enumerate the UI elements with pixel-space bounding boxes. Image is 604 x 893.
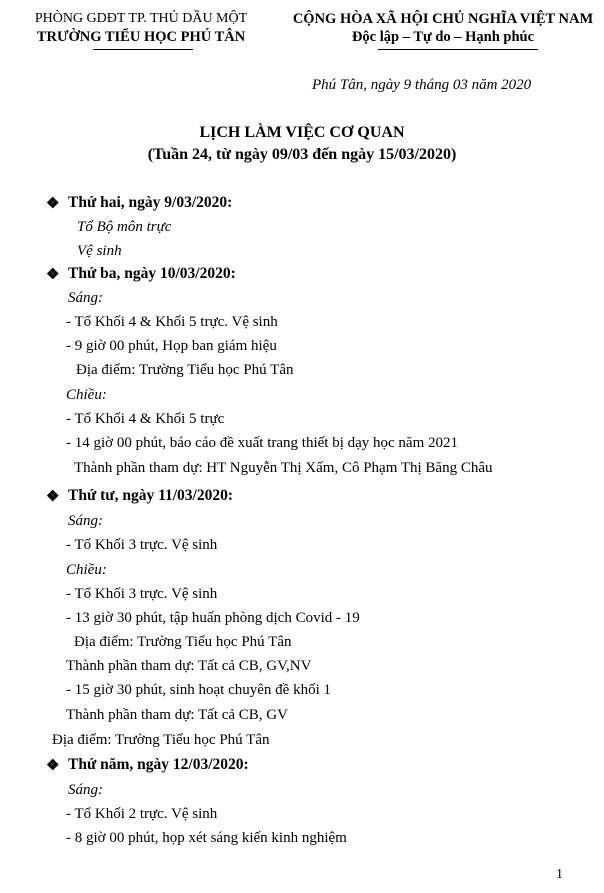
bullet-icon: ❖	[46, 267, 60, 283]
tuesday-afternoon-label: Chiều:	[66, 387, 107, 403]
wednesday-afternoon-label: Chiều:	[66, 562, 107, 578]
bullet-icon: ❖	[46, 758, 60, 774]
wednesday-afternoon-item: - 15 giờ 30 phút, sinh hoạt chuyên đề khối 1	[66, 682, 331, 698]
page-number: 1	[556, 867, 563, 882]
bullet-icon: ❖	[46, 489, 60, 505]
tuesday-morning-item: Địa điểm: Trường Tiểu học Phú Tân	[76, 362, 294, 378]
page-title: LỊCH LÀM VIỆC CƠ QUAN	[199, 124, 405, 141]
wednesday-afternoon-item: Địa điểm: Trường Tiểu học Phú Tân	[74, 634, 292, 650]
tuesday-heading: Thứ ba, ngày 10/03/2020:	[68, 265, 236, 282]
tuesday-afternoon-item: Thành phần tham dự: HT Nguyễn Thị Xấm, Cô Phạm Thị Băng Châu	[74, 460, 493, 476]
wednesday-afternoon-item: Thành phần tham dự: Tất cả CB, GV	[66, 707, 288, 723]
wednesday-afternoon-item: - Tổ Khối 3 trực. Vệ sinh	[66, 586, 218, 602]
tuesday-afternoon-item: - 14 giờ 00 phút, báo cáo đề xuất trang thiết bị dạy học năm 2021	[66, 435, 459, 451]
wednesday-heading: Thứ tư, ngày 11/03/2020:	[68, 487, 234, 504]
bullet-icon: ❖	[46, 196, 60, 212]
country-name: CỘNG HÒA XÃ HỘI CHỦ NGHĨA VIỆT NAM	[292, 11, 594, 27]
tuesday-afternoon-item: - Tổ Khối 4 & Khối 5 trực	[66, 411, 225, 427]
wednesday-morning-item: - Tổ Khối 3 trực. Vệ sinh	[66, 537, 218, 553]
motto-underline	[378, 49, 538, 50]
tuesday-morning-item: - Tổ Khối 4 & Khối 5 trực. Vệ sinh	[66, 314, 278, 330]
wednesday-afternoon-item: Thành phần tham dự: Tất cả CB, GV,NV	[66, 658, 312, 674]
department-name: PHÒNG GDĐT TP. THỦ DẦU MỘT	[34, 11, 248, 26]
thursday-morning-label: Sáng:	[68, 782, 103, 798]
tuesday-morning-item: - 9 giờ 00 phút, Họp ban giám hiệu	[66, 338, 277, 354]
tuesday-morning-label: Sáng:	[68, 290, 103, 306]
school-name-underline	[93, 49, 193, 50]
wednesday-afternoon-item: - 13 giờ 30 phút, tập huấn phòng dịch Covid - 19	[66, 610, 360, 626]
wednesday-morning-label: Sáng:	[68, 513, 103, 529]
thursday-morning-item: - Tổ Khối 2 trực. Vệ sinh	[66, 806, 218, 822]
wednesday-afternoon-item: Địa điểm: Trường Tiểu học Phú Tân	[52, 732, 270, 748]
motto: Độc lập – Tự do – Hạnh phúc	[351, 29, 535, 45]
monday-heading: Thứ hai, ngày 9/03/2020:	[68, 194, 233, 211]
monday-line: Vệ sinh	[77, 243, 122, 259]
thursday-heading: Thứ năm, ngày 12/03/2020:	[68, 756, 249, 773]
monday-line: Tổ Bộ môn trực	[77, 219, 172, 235]
thursday-morning-item: - 8 giờ 00 phút, họp xét sáng kiến kinh nghiệm	[66, 830, 347, 846]
page-subtitle: (Tuần 24, từ ngày 09/03 đến ngày 15/03/2020)	[147, 146, 457, 163]
date-line: Phú Tân, ngày 9 tháng 03 năm 2020	[312, 77, 532, 93]
school-name: TRƯỜNG TIỂU HỌC PHÚ TÂN	[36, 29, 246, 45]
